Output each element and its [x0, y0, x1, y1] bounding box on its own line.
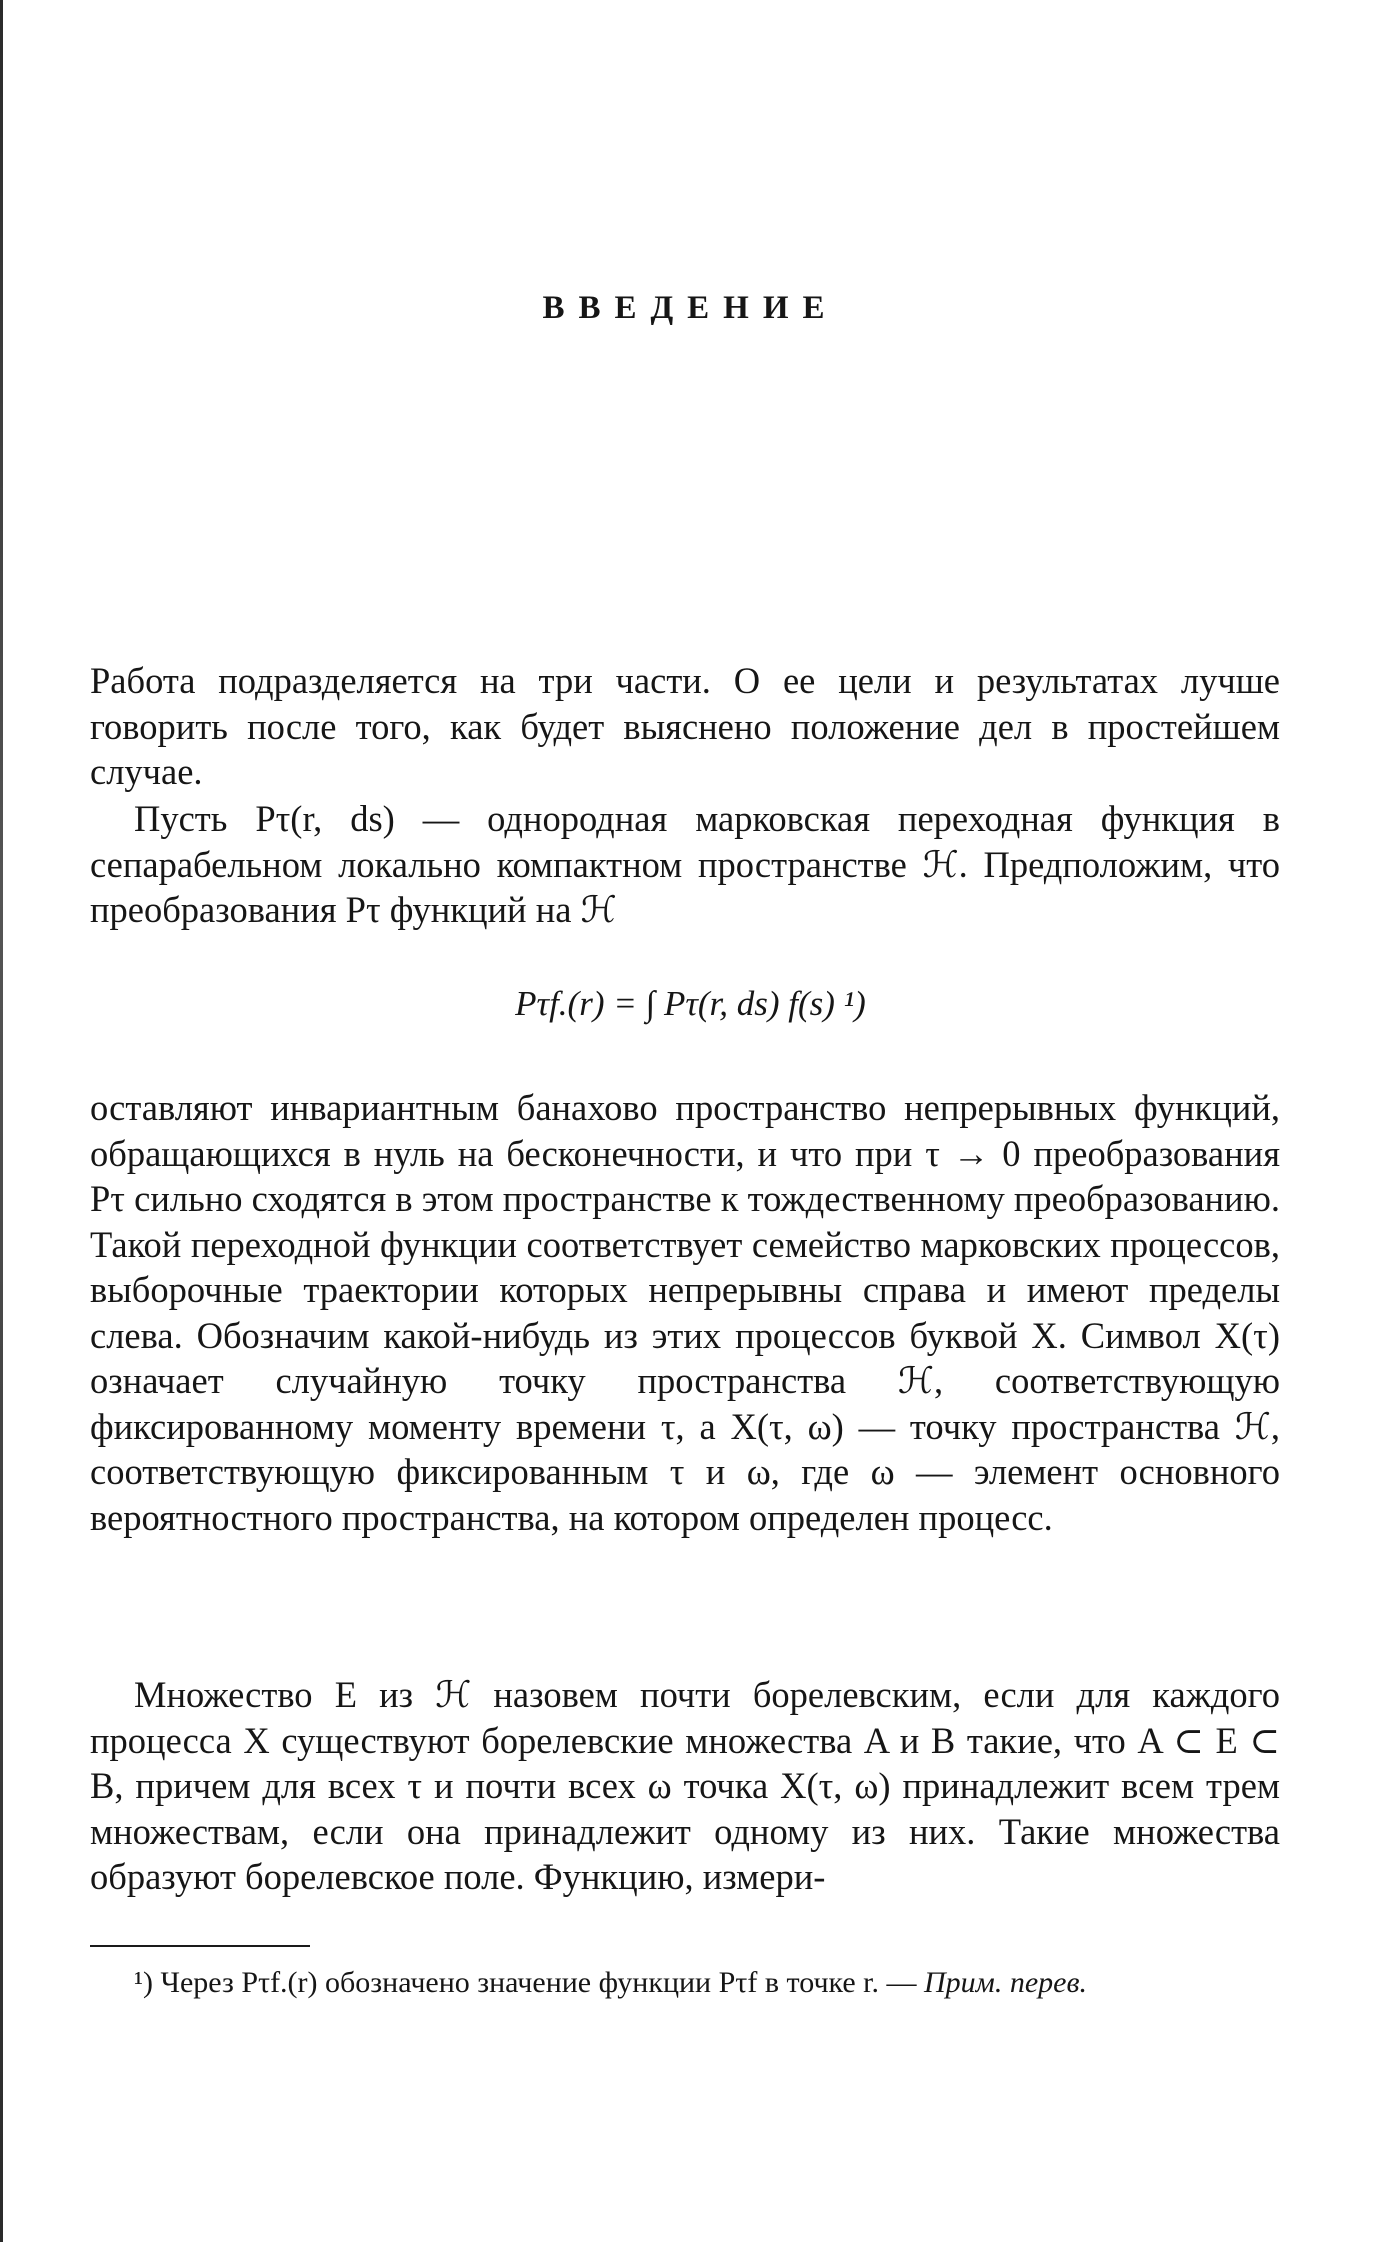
paragraph-2: Пусть Pτ(r, ds) — однородная марковская переходная функция в сепарабельном локально компактном пространстве ℋ. Предположим, что преобразования Pτ функций на ℋ: [90, 798, 1280, 930]
footnote: [90, 1962, 1280, 2004]
footnote-text: ¹) Через Pτf.(r) обозначено значение функции Pτf в точке r. —: [134, 1966, 917, 1999]
page-edge-line: [0, 0, 3, 2242]
chapter-title: ВВЕДЕНИЕ: [542, 290, 839, 326]
paragraph-3: оставляют инвариантным банахово пространство непрерывных функций, обращающихся в нуль на бесконечности, и что при τ → 0 преобразования Pτ сильно сходятся в этом пространстве к тождественному преобразованию. Такой переходной функции соответствует семейство марковских процессов, выборочные траектории которых непрерывны справа и имеют пределы слева. Обозначим какой-нибудь из этих процессов буквой X. Символ X(τ) означает случайную точку пространства ℋ, соответствующую фиксированному моменту времени τ, а X(τ, ω) — точку пространства ℋ, соответствующую фиксированным τ и ω, где ω — элемент основного вероятностного пространства, на котором определен процесс.: [90, 1087, 1280, 1538]
paragraph-4: Множество E из ℋ назовем почти борелевским, если для каждого процесса X существуют борелевские множества A и B такие, что A ⊂ E ⊂ B, причем для всех τ и почти всех ω точка X(τ, ω) принадлежит всем трем множествам, если она принадлежит одному из них. Такие множества образуют борелевское поле. Функцию, измери-: [90, 1674, 1280, 1897]
formula: Pτf.(r) = ∫ Pτ(r, ds) f(s) ¹): [515, 984, 866, 1023]
footnote-rule: [90, 1945, 310, 1947]
paragraph-1: Работа подразделяется на три части. О ее цели и результатах лучше говорить после того, как будет выяснено положение дел в простейшем случае.: [90, 660, 1280, 792]
footnote-note: Прим. перев.: [924, 1966, 1087, 1999]
